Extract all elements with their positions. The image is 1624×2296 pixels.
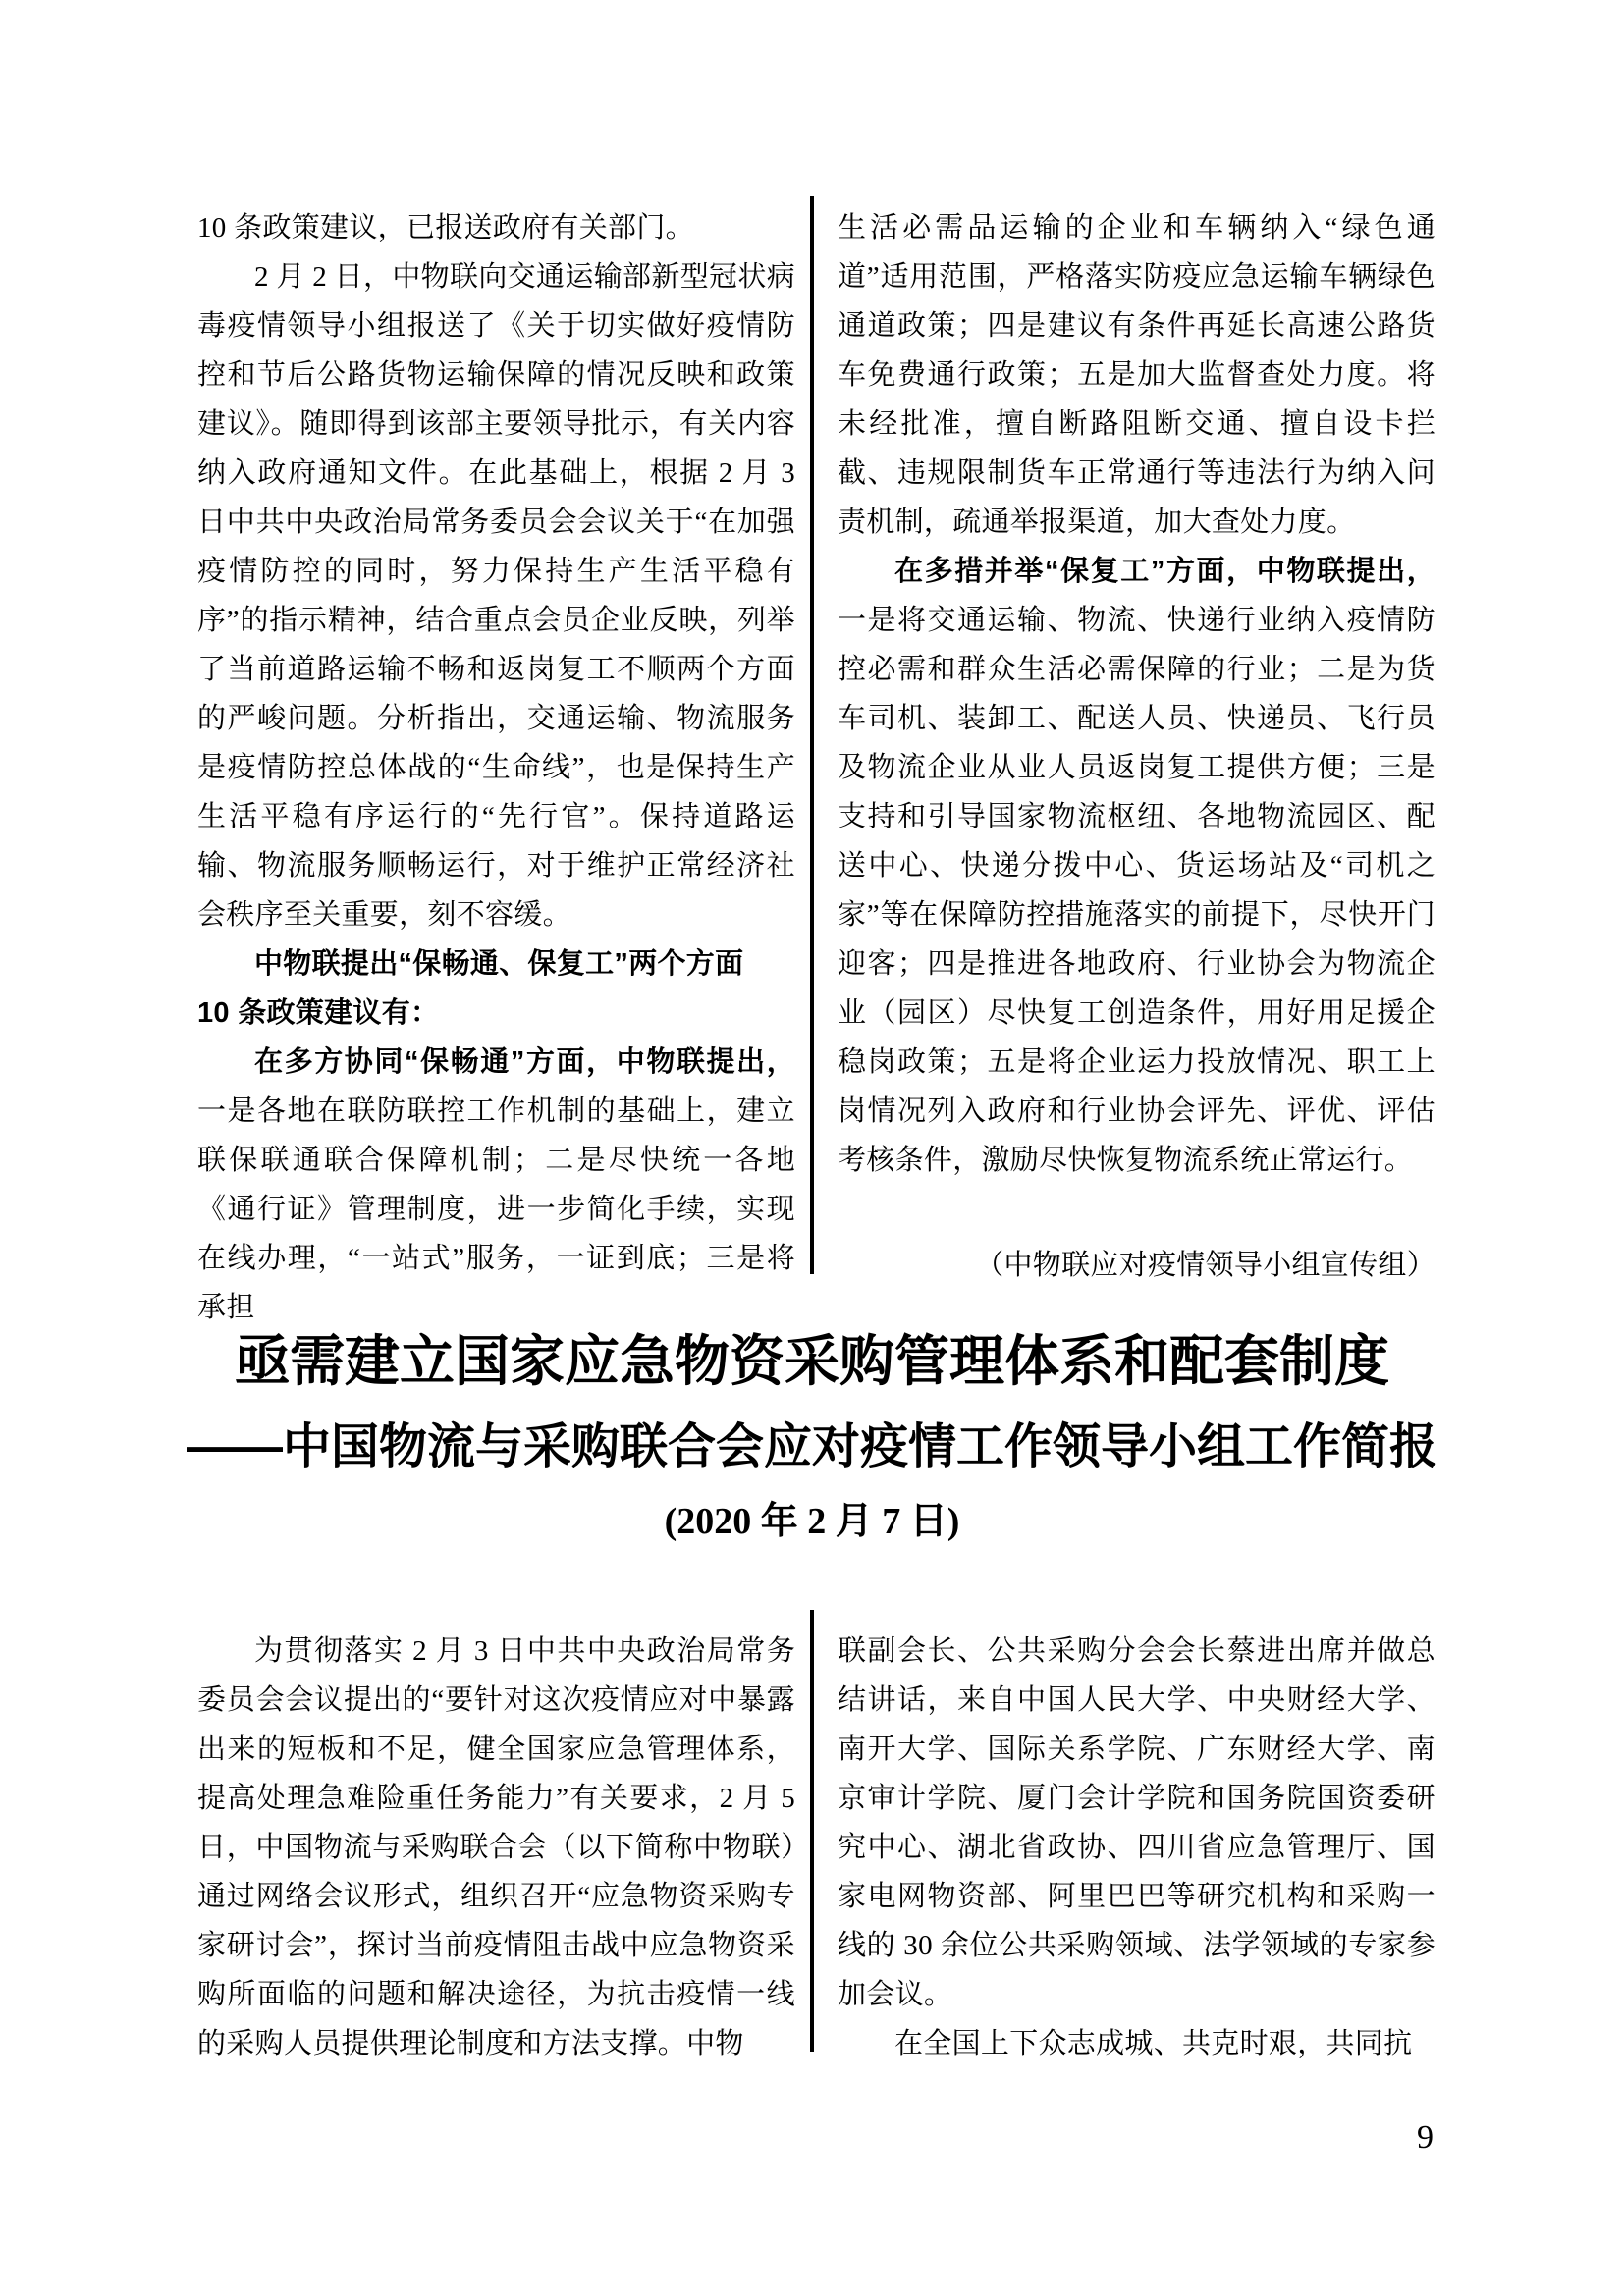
column-divider-top [810, 196, 814, 1274]
article-subtitle: ——中国物流与采购联合会应对疫情工作领导小组工作简报 [186, 1420, 1437, 1473]
paragraph-text: 10 条政策建议有： [197, 997, 440, 1029]
paragraph: 10 条政策建议，已报送政府有关部门。 [197, 212, 694, 243]
paragraph: 生活必需品运输的企业和车辆纳入“绿色通道”适用范围，严格落实防疫应急运输车辆绿色通道政策；四是建议有条件再延长高速公路货车免费通行政策；五是加大监督查处力度。将未经批准，擅自断路阻断交通、擅自设卡拦截、违规限制货车正常通行等违法行为纳入问责机制，疏通举报渠道，加大查处力度。 [838, 212, 1435, 538]
page-number: 9 [1417, 2119, 1434, 2156]
paragraph [197, 1038, 795, 1332]
paragraph-bold-lead: 在多措并举“保复工”方面，中物联提出， [894, 556, 1435, 587]
paragraph [838, 547, 1435, 1185]
bottom-right-column [838, 1627, 1435, 2068]
paragraph: 联副会长、公共采购分会会长蔡进出席并做总结讲话，来自中国人民大学、中央财经大学、南开大学、国际关系学院、广东财经大学、南京审计学院、厦门会计学院和国务院国资委研究中心、湖北省政协、四川省应急管理厅、国家电网物资部、阿里巴巴等研究机构和采购一线的 30 余位公共采购领域、法学领域的专家参加会议。 [838, 1635, 1435, 2010]
paragraph-bold-lead: 在多方协同“保畅通”方面，中物联提出， [254, 1046, 795, 1078]
paragraph-text: 一是将交通运输、物流、快递行业纳入疫情防控必需和群众生活必需保障的行业；二是为货车司机、装卸工、配送人员、快递员、飞行员及物流企业从业人员返岗复工提供方便；三是支持和引导国家物流枢纽、各地物流园区、配送中心、快递分拨中心、货运场站及“司机之家”等在保障防控措施落实的前提下，尽快开门迎客；四是推进各地政府、行业协会为物流企业（园区）尽快复工创造条件，用好用足援企稳岗政策；五是将企业运力投放情况、职工上岗情况列入政府和行业协会评先、评优、评估考核条件，激励尽快恢复物流系统正常运行。 [838, 605, 1435, 1176]
top-right-column [838, 203, 1435, 1281]
signature: （中物联应对疫情领导小组宣传组） [975, 1250, 1435, 1281]
column-divider-bottom [810, 1610, 814, 2052]
paragraph [197, 939, 795, 1038]
article-date: (2020 年 2 月 7 日) [664, 1501, 960, 1542]
bottom-left-column [197, 1627, 795, 2068]
article-title: 亟需建立国家应急物资采购管理体系和配套制度 [235, 1330, 1389, 1392]
paragraph: 2 月 2 日，中物联向交通运输部新型冠状病毒疫情领导小组报送了《关于切实做好疫情防控和节后公路货物运输保障的情况反映和政策建议》。随即得到该部主要领导批示，有关内容纳入政府通知文件。在此基础上，根据 2 月 3 日中共中央政治局常务委员会会议关于“在加强疫情防控的同时，努力保持生产生活平稳有序”的指示精神，结合重点会员企业反映，列举了当前道路运输不畅和返岗复工不顺两个方面的严峻问题。分析指出，交通运输、物流服务是疫情防控总体战的“生命线”，也是保持生产生活平稳有序运行的“先行官”。保持道路运输、物流服务顺畅运行，对于维护正常经济社会秩序至关重要，刻不容缓。 [197, 261, 795, 931]
paragraph: 在全国上下众志成城、共克时艰，共同抗 [894, 2028, 1413, 2059]
top-left-column [197, 203, 795, 1332]
paragraph: 为贯彻落实 2 月 3 日中共中央政治局常务委员会会议提出的“要针对这次疫情应对中暴露出来的短板和不足，健全国家应急管理体系，提高处理急难险重任务能力”有关要求，2 月 5 日，中国物流与采购联合会（以下简称中物联）通过网络会议形式，组织召开“应急物资采购专家研讨会”，探讨当前疫情阻击战中应急物资采购所面临的问题和解决途径，为抗击疫情一线的采购人员提供理论制度和方法支撑。中物 [197, 1635, 795, 2059]
paragraph-text: 中物联提出“保畅通、保复工”两个方面 [254, 948, 744, 980]
paragraph-text: 一是各地在联防联控工作机制的基础上，建立联保联通联合保障机制；二是尽快统一各地《通行证》管理制度，进一步简化手续，实现在线办理，“一站式”服务，一证到底；三是将承担 [197, 1095, 795, 1323]
